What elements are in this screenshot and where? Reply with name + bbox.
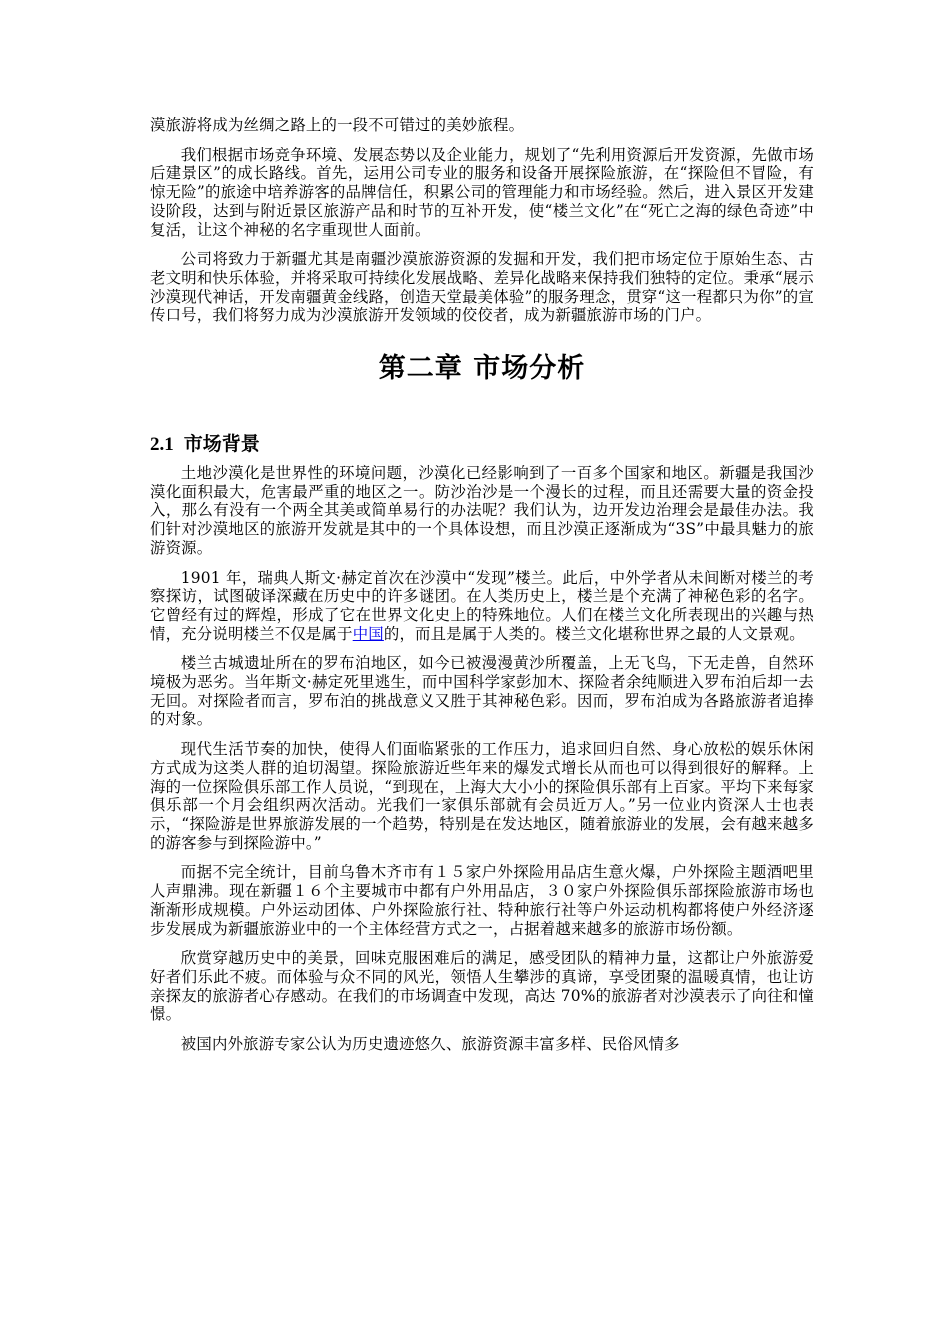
paragraph-growth-route: 我们根据市场竞争环境、发展态势以及企业能力，规划了“先利用资源后开发资源，先做市场后建景区”的成长路线。首先，运用公司专业的服务和设备开展探险旅游，在“探险但不冒险，有惊无险”的旅途中培养游客的品牌信任，积累公司的管理能力和市场经验。然后，进入景区开发建设阶段，达到与附近景区旅游产品和时节的互补开发，使“楼兰文化”在“死亡之海的绿色奇迹”中复活，让这个神秘的名字重现世人面前。: [150, 145, 814, 239]
paragraph-continuation: 漠旅游将成为丝绸之路上的一段不可错过的美妙旅程。: [150, 116, 525, 134]
document-page: [150, 116, 814, 1054]
paragraph-experts: 被国内外旅游专家公认为历史遗迹悠久、旅游资源丰富多样、民俗风情多: [180, 1035, 680, 1054]
section-number: 2.1: [150, 434, 174, 456]
section-heading: [150, 431, 814, 458]
loulan-text-before-link: 1901 年，瑞典人斯文·赫定首次在沙漠中“发现”楼兰。此后，中外学者从未间断对楼兰的考察探访，试图破译深藏在历史中的许多谜团。在人类历史上，楼兰是个充满了神秘色彩的名字。它曾经有过的辉煌，形成了它在世界文化史上的特殊地位。人们在楼兰文化所表现出的兴趣与热情，充分说明楼兰不仅是属于: [150, 568, 814, 643]
paragraph-lop-nur: 楼兰古城遗址所在的罗布泊地区，如今已被漫漫黄沙所覆盖，上无飞鸟，下无走兽，自然环境极为恶劣。当年斯文·赫定死里逃生，而中国科学家彭加木、探险者余纯顺进入罗布泊后却一去无回。对探险者而言，罗布泊的挑战意义又胜于其神秘色彩。因而，罗布泊成为各路旅游者追捧的对象。: [150, 654, 814, 729]
paragraph-desertification: 土地沙漠化是世界性的环境问题，沙漠化已经影响到了一百多个国家和地区。新疆是我国沙漠化面积最大，危害最严重的地区之一。防沙治沙是一个漫长的过程，而且还需要大量的资金投入，那么有没有一个两全其美或简单易行的办法呢？我们认为，边开发边治理会是最佳办法。我们针对沙漠地区的旅游开发就是其中的一个具体设想，而且沙漠正逐渐成为“3S”中最具魅力的旅游资源。: [150, 464, 814, 557]
chapter-title: 第二章 市场分析: [378, 353, 586, 385]
paragraph-adventure-demand: 现代生活节奏的加快，使得人们面临紧张的工作压力，追求回归自然、身心放松的娱乐休闲方式成为这类人群的迫切渴望。探险旅游近些年来的爆发式增长从而也可以得到很好的解释。上海的一位探险俱乐部工作人员说，“到现在，上海大大小小的探险俱乐部有上百家。平均下来每家俱乐部一个月会组织两次活动。光我们一家俱乐部就有会员近万人。”另一位业内资深人士也表示，“探险游是世界旅游发展的一个趋势，特别是在发达地区，随着旅游业的发展，会有越来越多的游客参与到探险游中。”: [150, 740, 814, 852]
paragraph-outdoor-appeal: 欣赏穿越历史中的美景，回味克服困难后的满足，感受团队的精神力量，这都让户外旅游爱好者们乐此不疲。而体验与众不同的风光，领悟人生攀涉的真谛，享受团聚的温暖真情，也让访亲探友的旅游者心存感动。在我们的市场调查中发现，高达 70%的旅游者对沙漠表示了向往和憧憬。: [150, 949, 814, 1024]
china-link[interactable]: 中国: [352, 624, 384, 643]
paragraph-urumqi-stats: 而据不完全统计，目前乌鲁木齐市有１５家户外探险用品店生意火爆，户外探险主题酒吧里人声鼎沸。现在新疆１６个主要城市中都有户外用品店，３０家户外探险俱乐部探险旅游市场也渐渐形成规模。户外运动团体、户外探险旅行社、特种旅行社等户外运动机构都将使户外经济逐步发展成为新疆旅游业中的一个主体经营方式之一，占据着越来越多的旅游市场份额。: [150, 863, 814, 938]
loulan-text-after-link: 的，而且是属于人类的。楼兰文化堪称世界之最的人文景观。: [383, 624, 805, 643]
paragraph-company-positioning: 公司将致力于新疆尤其是南疆沙漠旅游资源的发掘和开发，我们把市场定位于原始生态、古老文明和快乐体验，并将采取可持续化发展战略、差异化战略来保持我们独特的定位。秉承“展示沙漠现代神话，开发南疆黄金线路，创造天堂最美体验”的服务理念，贯穿“这一程都只为你”的宣传口号，我们将努力成为沙漠旅游开发领域的佼佼者，成为新疆旅游市场的门户。: [150, 250, 814, 325]
paragraph-loulan: [150, 569, 814, 644]
section-title: 市场背景: [183, 433, 260, 456]
